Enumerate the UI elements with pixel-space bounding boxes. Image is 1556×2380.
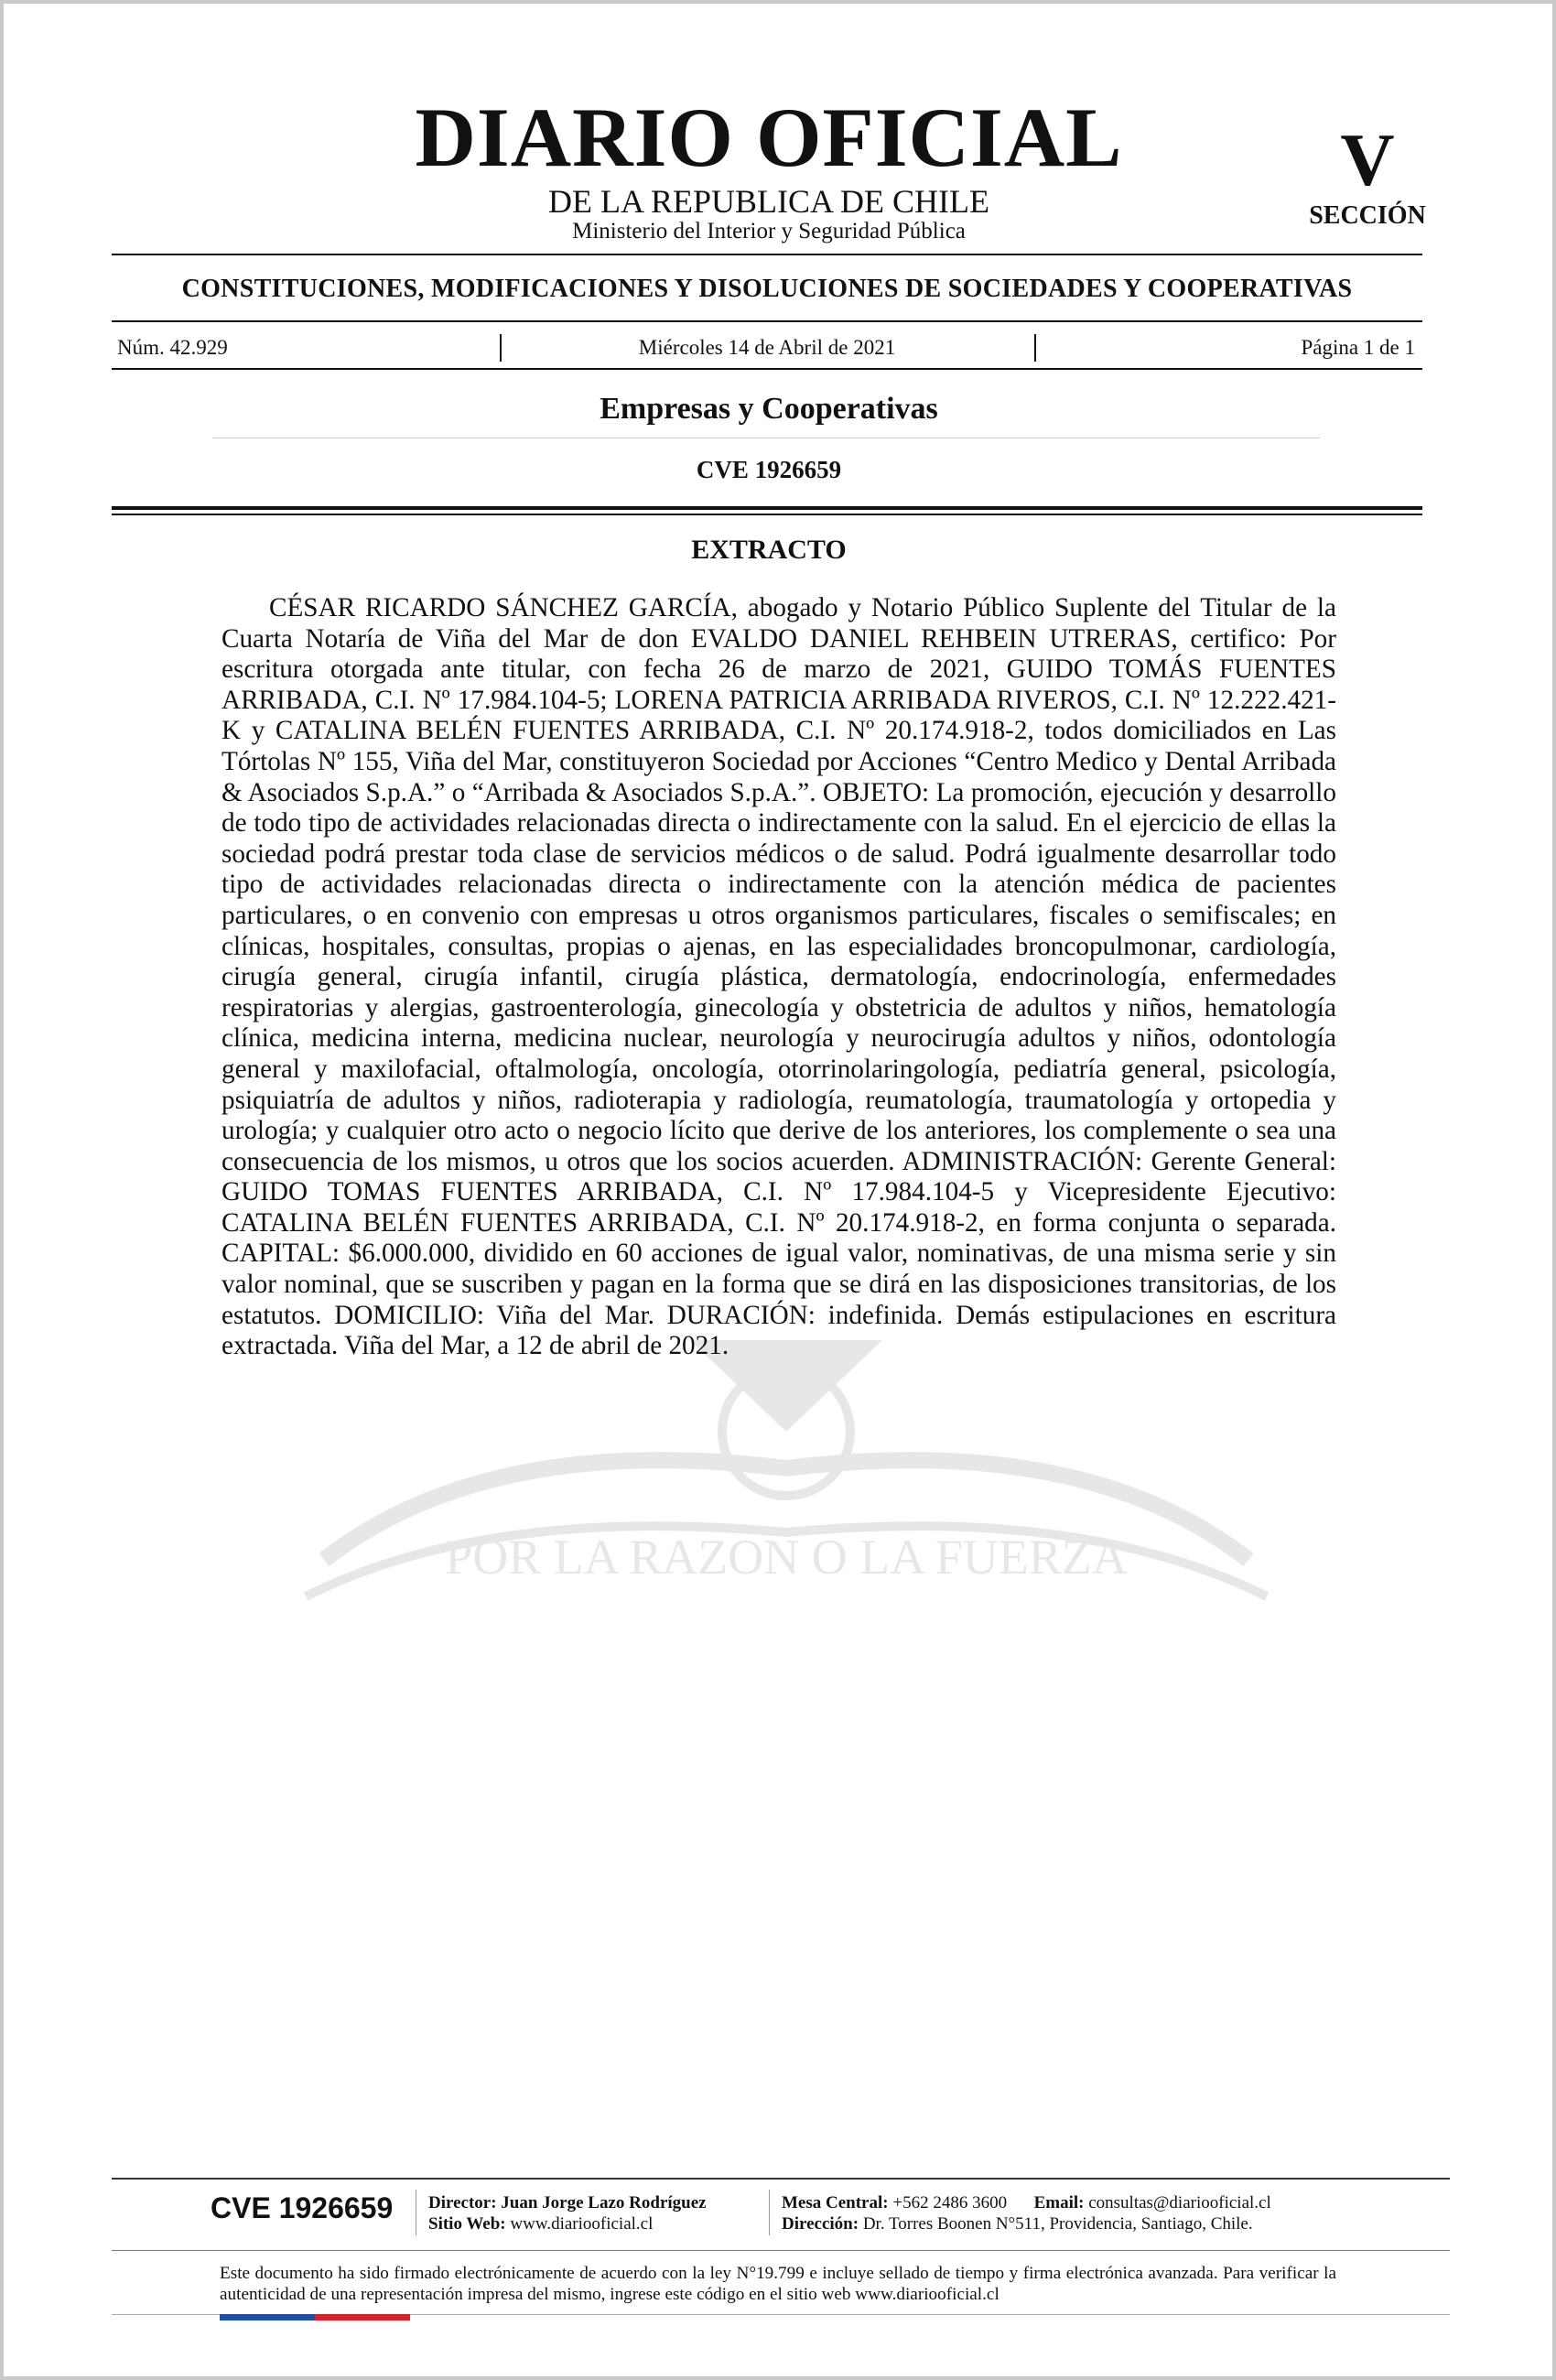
footer-rule [112,2178,1450,2180]
address-value: Dr. Torres Boonen N°511, Providencia, Santiago, Chile. [862,2214,1253,2234]
email-label: Email: [1033,2193,1085,2212]
footer-phone [782,2192,1271,2213]
header-rule [112,254,1422,255]
issue-rule [112,368,1422,370]
phone-number: +562 2486 3600 [892,2193,1008,2212]
section-title: Empresas y Cooperativas [600,392,938,426]
footer-website [428,2213,653,2234]
director-name: Juan Jorge Lazo Rodríguez [501,2193,707,2212]
double-rule-bottom [112,514,1422,515]
newspaper-subtitle: DE LA REPUBLICA DE CHILE [548,183,989,220]
category-rule [112,320,1422,322]
phone-label: Mesa Central: [782,2193,889,2212]
double-rule-top [112,506,1422,510]
category-title: CONSTITUCIONES, MODIFICACIONES Y DISOLUCIONES DE SOCIEDADES Y COOPERATIVAS [181,275,1353,303]
ministry-line: Ministerio del Interior y Seguridad Pública [572,219,966,243]
extract-body: CÉSAR RICARDO SÁNCHEZ GARCÍA, abogado y Notario Público Suplente del Titular de la Cuarta Notaría de Viña del Mar de don EVALDO DANIEL REHBEIN UTRERAS, certifico: Por escritura otorgada ante titular, con fecha 26 de marzo de 2021, GUIDO TOMÁS FUENTES ARRIBADA, C.I. Nº 17.984.104-5; LORENA PATRICIA ARRIBADA RIVEROS, C.I. Nº 12.222.421-K y CATALINA BELÉN FUENTES ARRIBADA, C.I. Nº 20.174.918-2, todos domiciliados en Las Tórtolas Nº 155, Viña del Mar, constituyeron Sociedad por Acciones “Centro Medico y Dental Arribada & Asociados S.p.A.” o “Arribada & Asociados S.p.A.”. OBJETO: La promoción, ejecución y desarrollo de todo tipo de actividades relacionadas directa o indirectamente con la salud. En el ejercicio de ellas la sociedad podrá prestar toda clase de servicios médicos o de salud. Podrá igualmente desarrollar todo tipo de actividades relacionadas directa o indirectamente con la atención médica de pacientes particulares, o en convenio con empresas u otros organismos particulares, fiscales o semifiscales; en clínicas, hospitales, consultas, propias o ajenas, en las especialidades broncopulmonar, cardiología, cirugía general, cirugía infantil, cirugía plástica, dermatología, endocrinología, enfermedades respiratorias y alergias, gastroenterología, ginecología y obstetricia de adultos y niños, hematología clínica, medicina interna, medicina nuclear, neurología y neurocirugía adultos y niños, odontología general y maxilofacial, oftalmología, oncología, otorrinolaringología, pediatría general, psicología, psiquiatría de adultos y niños, radioterapia y radiología, reumatología, traumatología y ortopedia y urología; y cualquier otro acto o negocio lícito que derive de los anteriores, los complemente o sea una consecuencia de los mismos, u otros que los socios acuerden. ADMINISTRACIÓN: Gerente General: GUIDO TOMAS FUENTES ARRIBADA, C.I. Nº 17.984.104-5 y Vicepresidente Ejecutivo: CATALINA BELÉN FUENTES ARRIBADA, C.I. Nº 20.174.918-2, en forma conjunta o separada. CAPITAL: $6.000.000, dividido en 60 acciones de igual valor, nominativas, de una misma serie y sin valor nominal, que se suscriben y pagan en la forma que se dirá en las disposiciones transitorias, de los estatutos. DOMICILIO: Viña del Mar. DURACIÓN: indefinida. Demás estipulaciones en escritura extractada. Viña del Mar, a 12 de abril de 2021. [222,593,1336,1361]
cve-code: CVE 1926659 [696,456,842,483]
website-label: Sitio Web: [428,2214,506,2234]
footer-cve-code: CVE 1926659 [211,2191,394,2224]
issue-number: Núm. 42.929 [117,336,228,359]
address-label: Dirección: [782,2214,859,2234]
director-label: Director: [428,2193,497,2212]
legal-notice: Este documento ha sido firmado electrónicamente de acuerdo con la ley N°19.799 e incluye sellado de tiempo y firma electrónica avanzada. Para verificar la autenticidad de una representación impresa del mismo, ingrese este código en el sitio web www.diariooficial.cl [220,2264,1336,2304]
flag-stripe-blue [220,2314,315,2320]
issue-separator [1034,334,1036,362]
coat-of-arms-watermark-icon [214,1322,1358,1688]
page-count: Página 1 de 1 [1301,336,1415,359]
issue-info-row [112,336,1422,363]
section-letter: V [1340,118,1395,201]
website-link[interactable]: www.diariooficial.cl [510,2214,654,2234]
flag-stripe-red [315,2314,410,2320]
section-word: SECCIÓN [1309,201,1426,230]
watermark-motto: POR LA RAZON O LA FUERZA [445,1530,1128,1585]
email-link[interactable]: consultas@diariooficial.cl [1088,2193,1271,2212]
footer-director [428,2192,707,2213]
extract-title: EXTRACTO [691,535,847,565]
issue-date: Miércoles 14 de Abril de 2021 [638,336,896,359]
newspaper-title: DIARIO OFICIAL [415,91,1123,184]
footer-address [782,2213,1253,2234]
footer-separator [769,2190,770,2235]
footer-divider [112,2250,1450,2251]
